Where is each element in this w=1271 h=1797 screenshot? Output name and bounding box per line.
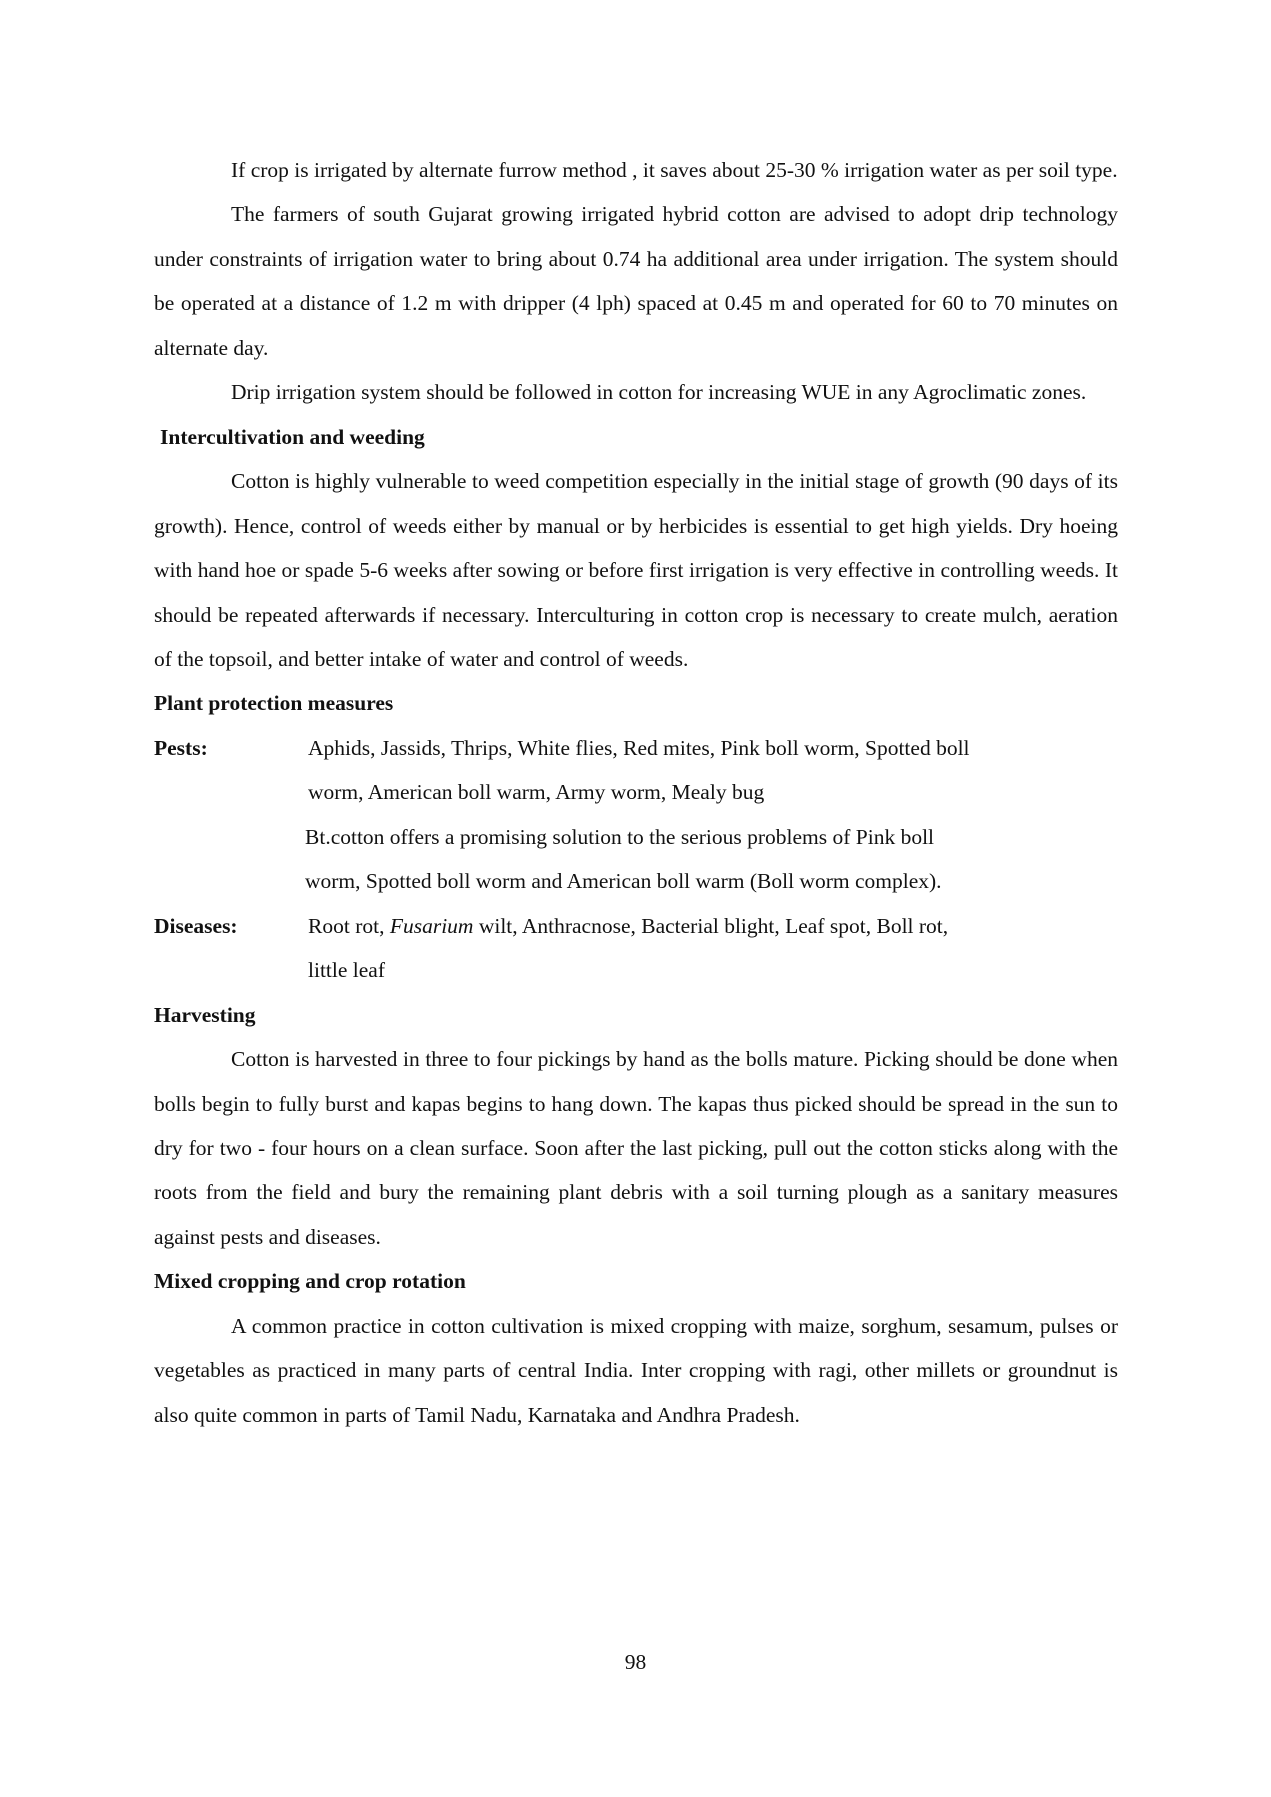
bt-cotton-line-2: worm, Spotted boll worm and American boll warm (Boll worm complex). [305,869,942,894]
diseases-fusarium-italic: Fusarium [389,913,474,938]
heading-plant-protection: Plant protection measures [154,691,394,716]
pests-list [305,726,1118,904]
bt-cotton-line-1: Bt.cotton offers a promising solution to the serious problems of Pink boll [305,824,935,849]
page-number: 98 [624,1650,647,1674]
diseases-label: Diseases: [154,913,238,938]
heading-harvesting: Harvesting [154,1002,256,1027]
paragraph-intercultivation: Cotton is highly vulnerable to weed competition especially in the initial stage of growth (90 days of its growth). Hence, control of weeds either by manual or by herbicides is essential to get high yields. Dry hoeing with hand hoe or spade 5-6 weeks after sowing or before first irrigation is very effective in controlling weeds. It should be repeated afterwards if necessary. Interculturing in cotton crop is necessary to create mulch, aeration of the topsoil, and better intake of water and control of weeds. [154,469,1118,671]
document-page [154,148,1118,1437]
diseases-line-2: little leaf [308,958,386,983]
diseases-text-pre: Root rot, [308,913,390,938]
pests-line-2: worm, American boll warm, Army worm, Mealy bug [308,780,765,805]
heading-intercultivation: Intercultivation and weeding [160,424,425,449]
paragraph-harvesting: Cotton is harvested in three to four pickings by hand as the bolls mature. Picking should be done when bolls begin to fully burst and kapas begins to hang down. The kapas thus picked should be spread in the sun to dry for two - four hours on a clean surface. Soon after the last picking, pull out the cotton sticks along with the roots from the field and bury the remaining plant debris with a soil turning plough as a sanitary measures against pests and diseases. [154,1047,1118,1249]
diseases-line-1 [308,904,1102,948]
heading-mixed-cropping: Mixed cropping and crop rotation [154,1269,466,1294]
pests-row [154,726,1118,904]
paragraph-drip-gujarat: The farmers of south Gujarat growing irrigated hybrid cotton are advised to adopt drip technology under constraints of irrigation water to bring about 0.74 ha additional area under irrigation. The system should be operated at a distance of 1.2 m with dripper (4 lph) spaced at 0.45 m and operated for 60 to 70 minutes on alternate day. [154,202,1118,360]
diseases-list [308,904,1118,993]
pests-line-1: Aphids, Jassids, Thrips, White flies, Red mites, Pink boll worm, Spotted boll [308,735,970,760]
diseases-text-post: wilt, Anthracnose, Bacterial blight, Leaf spot, Boll rot, [473,913,949,938]
pests-label: Pests: [154,735,208,760]
paragraph-mixed-cropping: A common practice in cotton cultivation is mixed cropping with maize, sorghum, sesamum, pulses or vegetables as practiced in many parts of central India. Inter cropping with ragi, other millets or groundnut is also quite common in parts of Tamil Nadu, Karnataka and Andhra Pradesh. [154,1313,1118,1427]
paragraph-drip-wue: Drip irrigation system should be followed in cotton for increasing WUE in any Agroclimatic zones. [231,380,1087,405]
paragraph-alternate-furrow: If crop is irrigated by alternate furrow method , it saves about 25-30 % irrigation water as per soil type. [231,158,1118,182]
diseases-row [154,904,1118,993]
